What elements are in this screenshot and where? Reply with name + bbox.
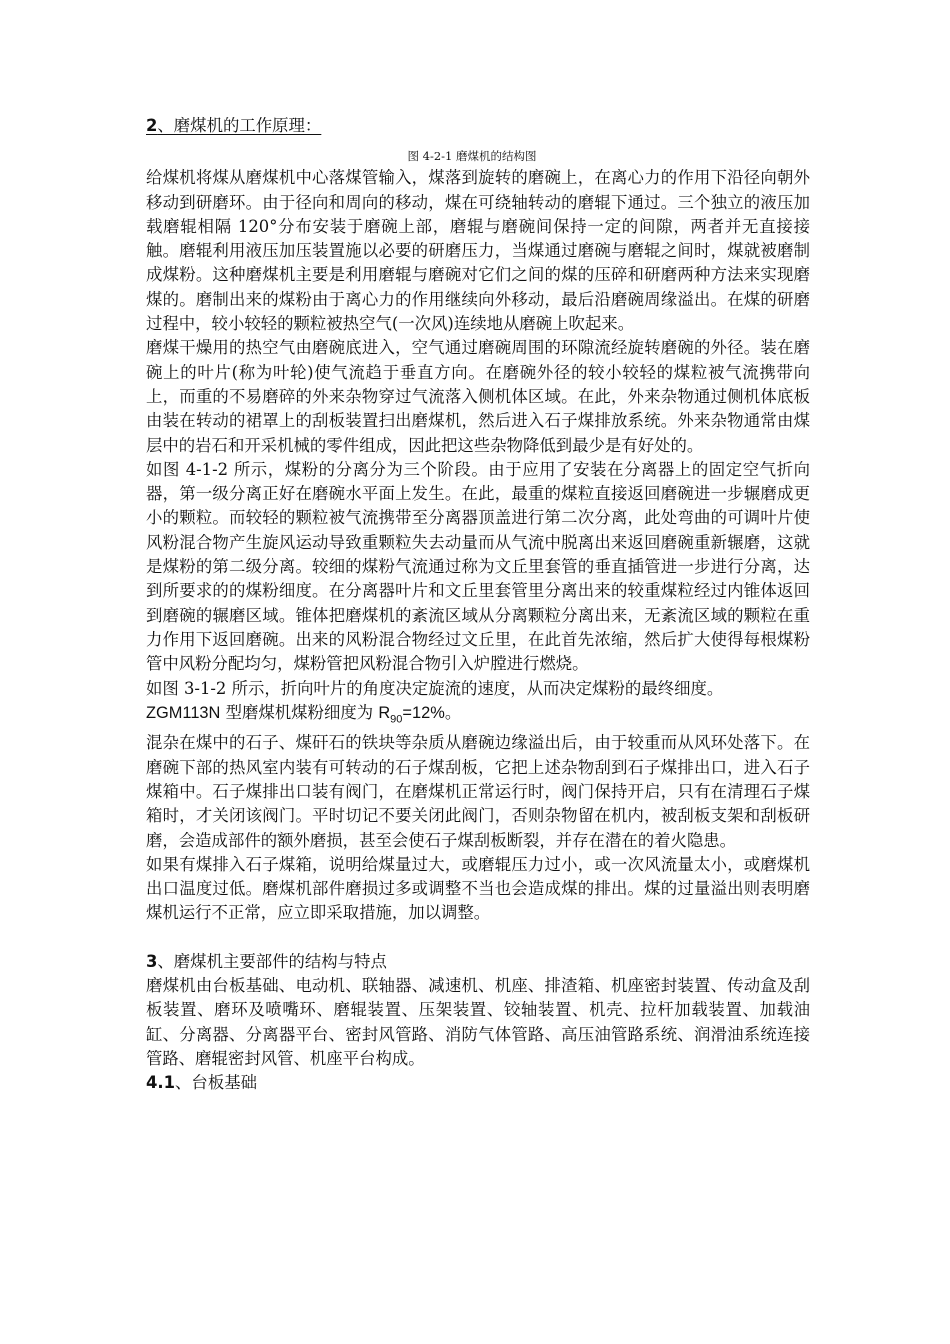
- paragraph-working-principle-3: 如图 4-1-2 所示，煤粉的分离分为三个阶段。由于应用了安装在分离器上的固定空气折向器，第一级分离正好在磨碗水平面上发生。在此，最重的煤粒直接返回磨碗进一步辗磨成更小的颗粒。而较轻的颗粒被气流携带至分离器顶盖进行第二次分离，此处弯曲的可调叶片使风粉混合物产生旋风运动导致重颗粒失去动量而从气流中脱离出来返回磨碗重新辗磨，这就是煤粉的第二级分离。较细的煤粉气流通过称为文丘里套管的垂直插管进一步进行分离，达到所要求的的煤粉细度。在分离器叶片和文丘里套管里分离出来的较重煤粒经过内锥体返回到磨碗的辗磨区域。锥体把磨煤机的紊流区域从分离颗粒分离出来，无紊流区域的颗粒在重力作用下返回磨碗。出来的风粉混合物经过文丘里，在此首先浓缩，然后扩大使得每根煤粉管中风粉分配均匀，煤粉管把风粉混合物引入炉膛进行燃烧。: [146, 459, 810, 674]
- fineness-subscript: 90: [390, 713, 403, 726]
- figure-caption: 图 4-2-1 磨煤机的结构图: [407, 149, 537, 164]
- paragraph-working-principle-2: 磨煤干燥用的热空气由磨碗底进入，空气通过磨碗周围的环隙流经旋转磨碗的外径。装在磨碗上的叶片(称为叶轮)使气流趋于垂直方向。在磨碗外径的较小较轻的煤粒被气流携带向上，而重的不易磨碎的外来杂物穿过气流落入侧机体区域。在此，外来杂物通过侧机体底板由装在转动的裙罩上的刮板装置扫出磨煤机，然后进入石子煤排放系统。外来杂物通常由煤层中的岩石和开采机械的零件组成，因此把这些杂物降低到最少是有好处的。: [146, 338, 810, 455]
- paragraph-working-principle-4: 如图 3-1-2 所示，折向叶片的角度决定旋流的速度，从而决定煤粉的最终细度。: [146, 678, 724, 698]
- document-body: [146, 114, 810, 1096]
- fineness-end: 。: [444, 702, 462, 722]
- fineness-text: 型磨煤机煤粉细度为: [220, 702, 379, 722]
- paragraph-working-principle-7: 如果有煤排入石子煤箱，说明给煤量过大，或磨辊压力过小，或一次风流量太小，或磨煤机出口温度过低。磨煤机部件磨损过多或调整不当也会造成煤的排出。煤的过量溢出则表明磨煤机运行不正常，应立即采取措施，加以调整。: [146, 854, 810, 923]
- section-4-1-number: 4.1: [146, 1073, 176, 1093]
- model-name: ZGM113N: [146, 703, 221, 722]
- paragraph-working-principle-6: 混杂在煤中的石子、煤矸石的铁块等杂质从磨碗边缘溢出后，由于较重而从风环处落下。在磨碗下部的热风室内装有可转动的石子煤刮板，它把上述杂物刮到石子煤排出口，进入石子煤箱中。石子煤排出口装有阀门，在磨煤机正常运行时，阀门保持开启，只有在清理石子煤箱时，才关闭该阀门。平时切记不要关闭此阀门，否则杂物留在机内，被刮板支架和刮板研磨，会造成部件的额外磨损，甚至会使石子煤刮板断裂，并存在潜在的着火隐患。: [146, 733, 810, 850]
- fineness-value: =12%: [402, 703, 445, 722]
- section-3-heading: [146, 950, 810, 974]
- section-2-title: 、磨煤机的工作原理：: [157, 116, 322, 135]
- section-4-1-title: 、台板基础: [175, 1073, 257, 1093]
- spacer: [146, 926, 810, 950]
- paragraph-components: 磨煤机由台板基础、电动机、联轴器、减速机、机座、排渣箱、机座密封装置、传动盒及刮板装置、磨环及喷嘴环、磨辊装置、压架装置、铰轴装置、机壳、拉杆加载装置、加载油缸、分离器、分离器平台、密封风管路、消防气体管路、高压油管路系统、润滑油系统连接管路、磨辊密封风管、机座平台构成。: [146, 976, 810, 1068]
- section-2-heading: [146, 114, 810, 138]
- section-3-number: 3: [146, 951, 158, 971]
- section-2-number: 2: [146, 116, 158, 135]
- paragraph-fineness: [146, 701, 810, 732]
- paragraph-working-principle-1: 给煤机将煤从磨煤机中心落煤管输入，煤落到旋转的磨碗上，在离心力的作用下沿径向朝外移动到研磨环。由于径向和周向的移动，煤在可绕轴转动的磨辊下通过。三个独立的液压加载磨辊相隔 120°分布安装于磨碗上部，磨辊与磨碗间保持一定的间隙，两者并无直接接触。磨辊利用液压加压装置施以必要的研磨压力，当煤通过磨碗与磨辊之间时，煤就被磨制成煤粉。这种磨煤机主要是利用磨辊与磨碗对它们之间的煤的压碎和研磨两种方法来实现磨煤的。磨制出来的煤粉由于离心力的作用继续向外移动，最后沿磨碗周缘溢出。在煤的研磨过程中，较小较轻的颗粒被热空气(一次风)连续地从磨碗上吹起来。: [146, 168, 810, 334]
- section-3-title: 、磨煤机主要部件的结构与特点: [157, 951, 387, 971]
- fineness-symbol: R: [378, 703, 391, 722]
- section-4-1-heading: [146, 1071, 810, 1095]
